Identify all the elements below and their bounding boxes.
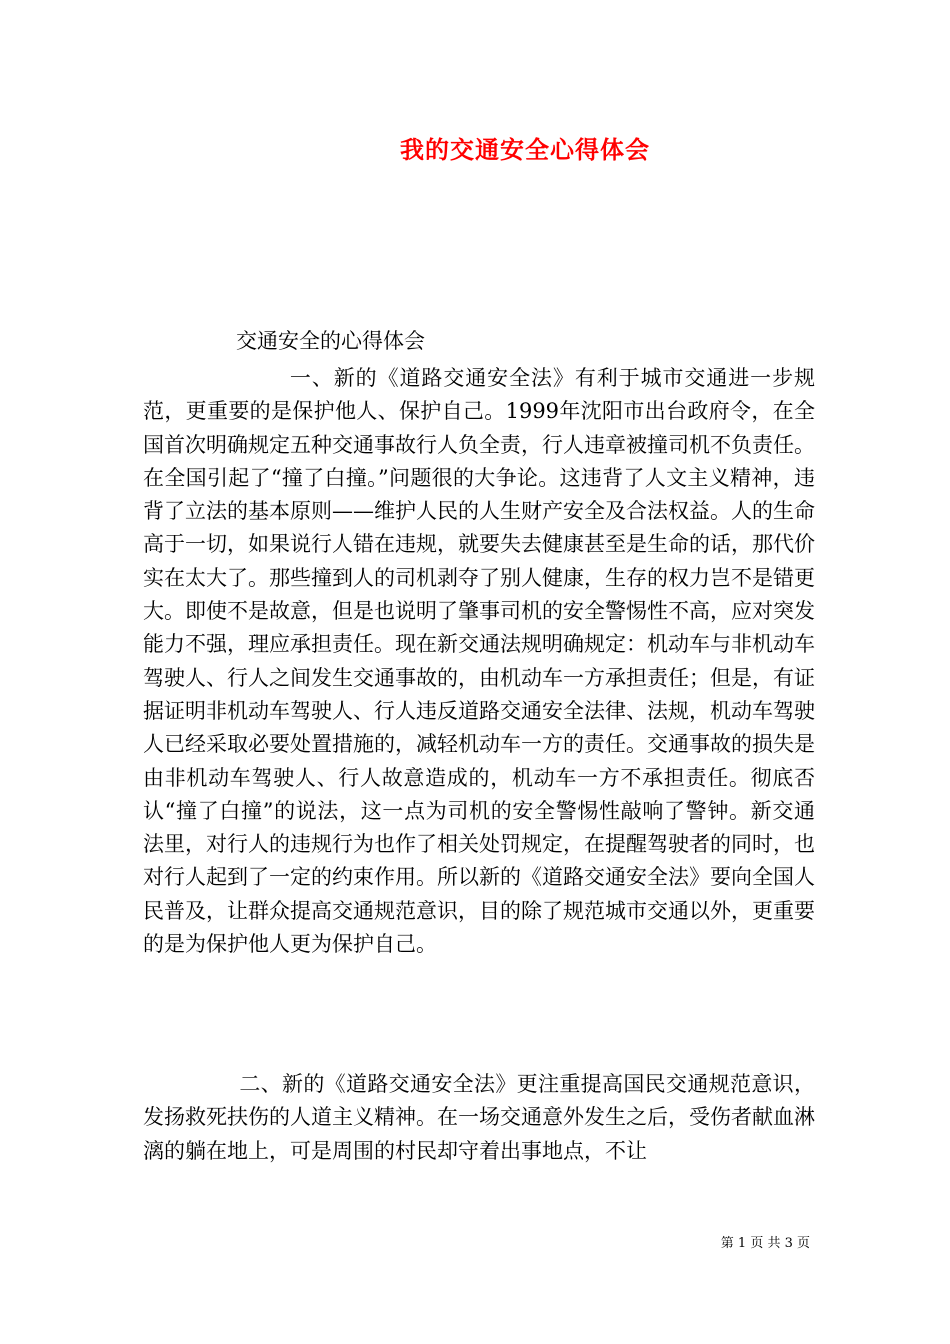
paragraph-1-text: 一、新的《道路交通安全法》有利于城市交通进一步规范，更重要的是保护他人、保护自己。1999年沈阳市出台政府令，在全国首次明确规定五种交通事故行人负全责，行人违章被撞司机不负责任。在全国引起了“撞了白撞。”问题很的大争论。这违背了人文主义精神，违背了立法的基本原则——维护人民的人生财产安全及合法权益。人的生命高于一切，如果说行人错在违规，就要失去健康甚至是生命的话，那代价实在太大了。那些撞到人的司机剥夺了别人健康，生存的权力岂不是错更大。即使不是故意，但是也说明了肇事司机的安全警惕性不高，应对突发能力不强，理应承担责任。现在新交通法规明确规定：机动车与非机动车驾驶人、行人之间发生交通事故的，由机动车一方承担责任；但是，有证据证明非机动车驾驶人、行人违反道路交通安全法律、法规，机动车驾驶人已经采取必要处置措施的，减轻机动车一方的责任。交通事故的损失是由非机动车驾驶人、行人故意造成的，机动车一方不承担责任。彻底否认“撞了白撞”的说法，这一点为司机的安全警惕性敲响了警钟。新交通法里，对行人的违规行为也作了相关处罚规定，在提醒驾驶者的同时，也对行人起到了一定的约束作用。所以新的《道路交通安全法》要向全国人民普及，让群众提高交通规范意识，目的除了规范城市交通以外，更重要的是为保护他人更为保护自己。 [143, 366, 815, 957]
paragraph-2-text: 二、新的《道路交通安全法》更注重提高国民交通规范意识，发扬救死扶伤的人道主义精神。在一场交通意外发生之后，受伤者献血淋漓的躺在地上，可是周围的村民却守着出事地点，不让 [143, 1072, 815, 1163]
document-subtitle: 交通安全的心得体会 [236, 329, 425, 353]
page-title: 我的交通安全心得体会 [400, 135, 650, 164]
paragraph-1 [143, 362, 815, 961]
page-footer: 第 1 页 共 3 页 [720, 1236, 810, 1251]
paragraph-2 [143, 1068, 815, 1168]
